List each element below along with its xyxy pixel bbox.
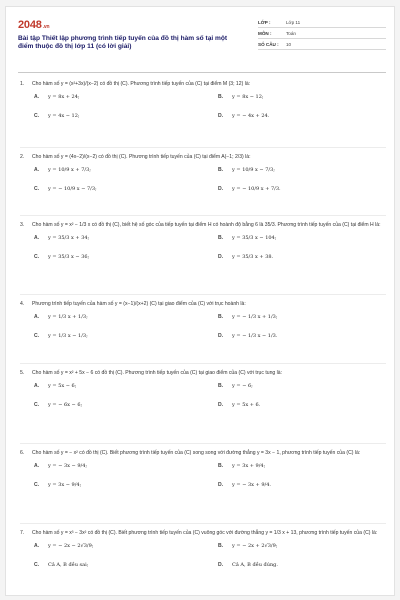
question-text: Cho hàm số y = (x²+3x)/(x−2) có đồ thị (C). Phương trình tiếp tuyến của (C) tại điểm M (3; 12) là: [32,81,251,87]
option-b[interactable]: B. y = 35/3 x − 104; [218,234,277,241]
option-c[interactable]: C. y = − 10/9 x − 7/3; [34,185,97,192]
option-c[interactable]: C. y = − 6x − 6; [34,401,83,408]
question-text: Cho hàm số y = x² + 5x − 6 có đồ thị (C). Phương trình tiếp tuyến của (C) tại giao điểm của (C) với trục tung là: [32,370,283,376]
meta-table [258,17,386,50]
question-divider [20,215,386,216]
question-text: Cho hàm số y = − x² có đồ thị (C). Biết phương trình tiếp tuyến của (C) song song với đường thẳng y = 3x − 1, phương trình tiếp tuyến của (C) là: [32,450,361,456]
option-a[interactable]: A. y = − 3x − 9/4; [34,462,88,469]
option-a[interactable]: A. y = 35/3 x + 34; [34,234,90,241]
question-text: Phương trình tiếp tuyến của hàm số y = (x−1)/(x+2) (C) tại giao điểm của (C) với trục hoành là: [32,301,246,307]
question-text: Cho hàm số y = (4x−2)/(x−2) có đồ thị (C). Phương trình tiếp tuyến của (C) tại điểm A(−1; 2/3) là: [32,154,251,160]
option-c[interactable]: C. Cả A, B đều sai; [34,561,89,568]
option-d[interactable]: D. y = 5x + 6. [218,401,261,408]
question-2 [20,154,386,205]
document-header [18,17,386,65]
question-divider [20,523,386,524]
document-page [5,6,395,596]
site-logo[interactable]: 2048.vn [18,19,50,31]
option-d[interactable]: D. y = − 4x + 24. [218,112,270,119]
question-6 [20,450,386,501]
question-divider [20,443,386,444]
question-5 [20,370,386,421]
question-number: 2. [20,154,25,160]
option-a[interactable]: A. y = 1/3 x + 1/3; [34,313,88,320]
question-number: 3. [20,222,25,228]
meta-key: LỚP : [258,19,271,25]
meta-row-count [258,39,386,50]
question-number: 6. [20,450,25,456]
question-3 [20,222,386,273]
question-text: Cho hàm số y = x³ − 3x² có đồ thị (C). Biết phương trình tiếp tuyến của (C) vuông góc với đường thẳng y = 1/3 x + 13, phương trình tiếp tuyến của (C) là: [32,530,378,536]
option-d[interactable]: D. y = − 1/3 x − 1/3. [218,332,278,339]
meta-row-subject [258,28,386,39]
option-c[interactable]: C. y = 35/3 x − 36; [34,253,90,260]
option-b[interactable]: B. y = − 6; [218,382,253,389]
meta-value: 10 [286,41,292,47]
question-1 [20,81,386,132]
meta-row-class [258,17,386,28]
question-number: 7. [20,530,25,536]
option-b[interactable]: B. y = − 1/3 x + 1/3; [218,313,278,320]
question-7 [20,530,386,581]
option-d[interactable]: D. Cả A, B đều đúng. [218,561,278,568]
header-divider [18,72,386,73]
question-number: 5. [20,370,25,376]
option-a[interactable]: A. y = 5x − 6; [34,382,77,389]
option-b[interactable]: B. y = − 2x + 2√3/9; [218,542,278,549]
question-number: 1. [20,81,25,87]
question-divider [20,147,386,148]
meta-value: Lớp 11 [286,19,301,25]
option-d[interactable]: D. y = − 10/9 x + 7/3. [218,185,281,192]
option-c[interactable]: C. y = 4x − 12; [34,112,80,119]
document-title: Bài tập Thiết lập phương trình tiếp tuyến của đồ thị hàm số tại một điểm thuộc đồ thị lớp 11 (có lời giải) [18,35,228,51]
option-b[interactable]: B. y = 3x + 9/4; [218,462,266,469]
option-d[interactable]: D. y = 35/3 x + 38. [218,253,274,260]
question-divider [20,363,386,364]
meta-value: Toán [286,30,296,36]
option-c[interactable]: C. y = 3x − 9/4; [34,481,82,488]
question-text: Cho hàm số y = x² − 1/3 x có đồ thị (C), biết hệ số góc của tiếp tuyến tại điểm H có hoành độ bằng 6 là 35/3. Phương trình tiếp tuyến của (C) tại điểm H là: [32,222,381,228]
meta-key: MÔN : [258,30,272,36]
option-a[interactable]: A. y = 10/9 x + 7/3; [34,166,91,173]
question-divider [20,294,386,295]
option-a[interactable]: A. y = 8x + 24; [34,93,80,100]
option-c[interactable]: C. y = 1/3 x − 1/3; [34,332,88,339]
option-d[interactable]: D. y = − 3x + 9/4. [218,481,271,488]
meta-key: SỐ CÂU : [258,41,279,47]
question-number: 4. [20,301,25,307]
option-b[interactable]: B. y = 8x − 12; [218,93,264,100]
question-4 [20,301,386,352]
option-a[interactable]: A. y = − 2x − 2√3/9; [34,542,94,549]
option-b[interactable]: B. y = 10/9 x − 7/3; [218,166,275,173]
